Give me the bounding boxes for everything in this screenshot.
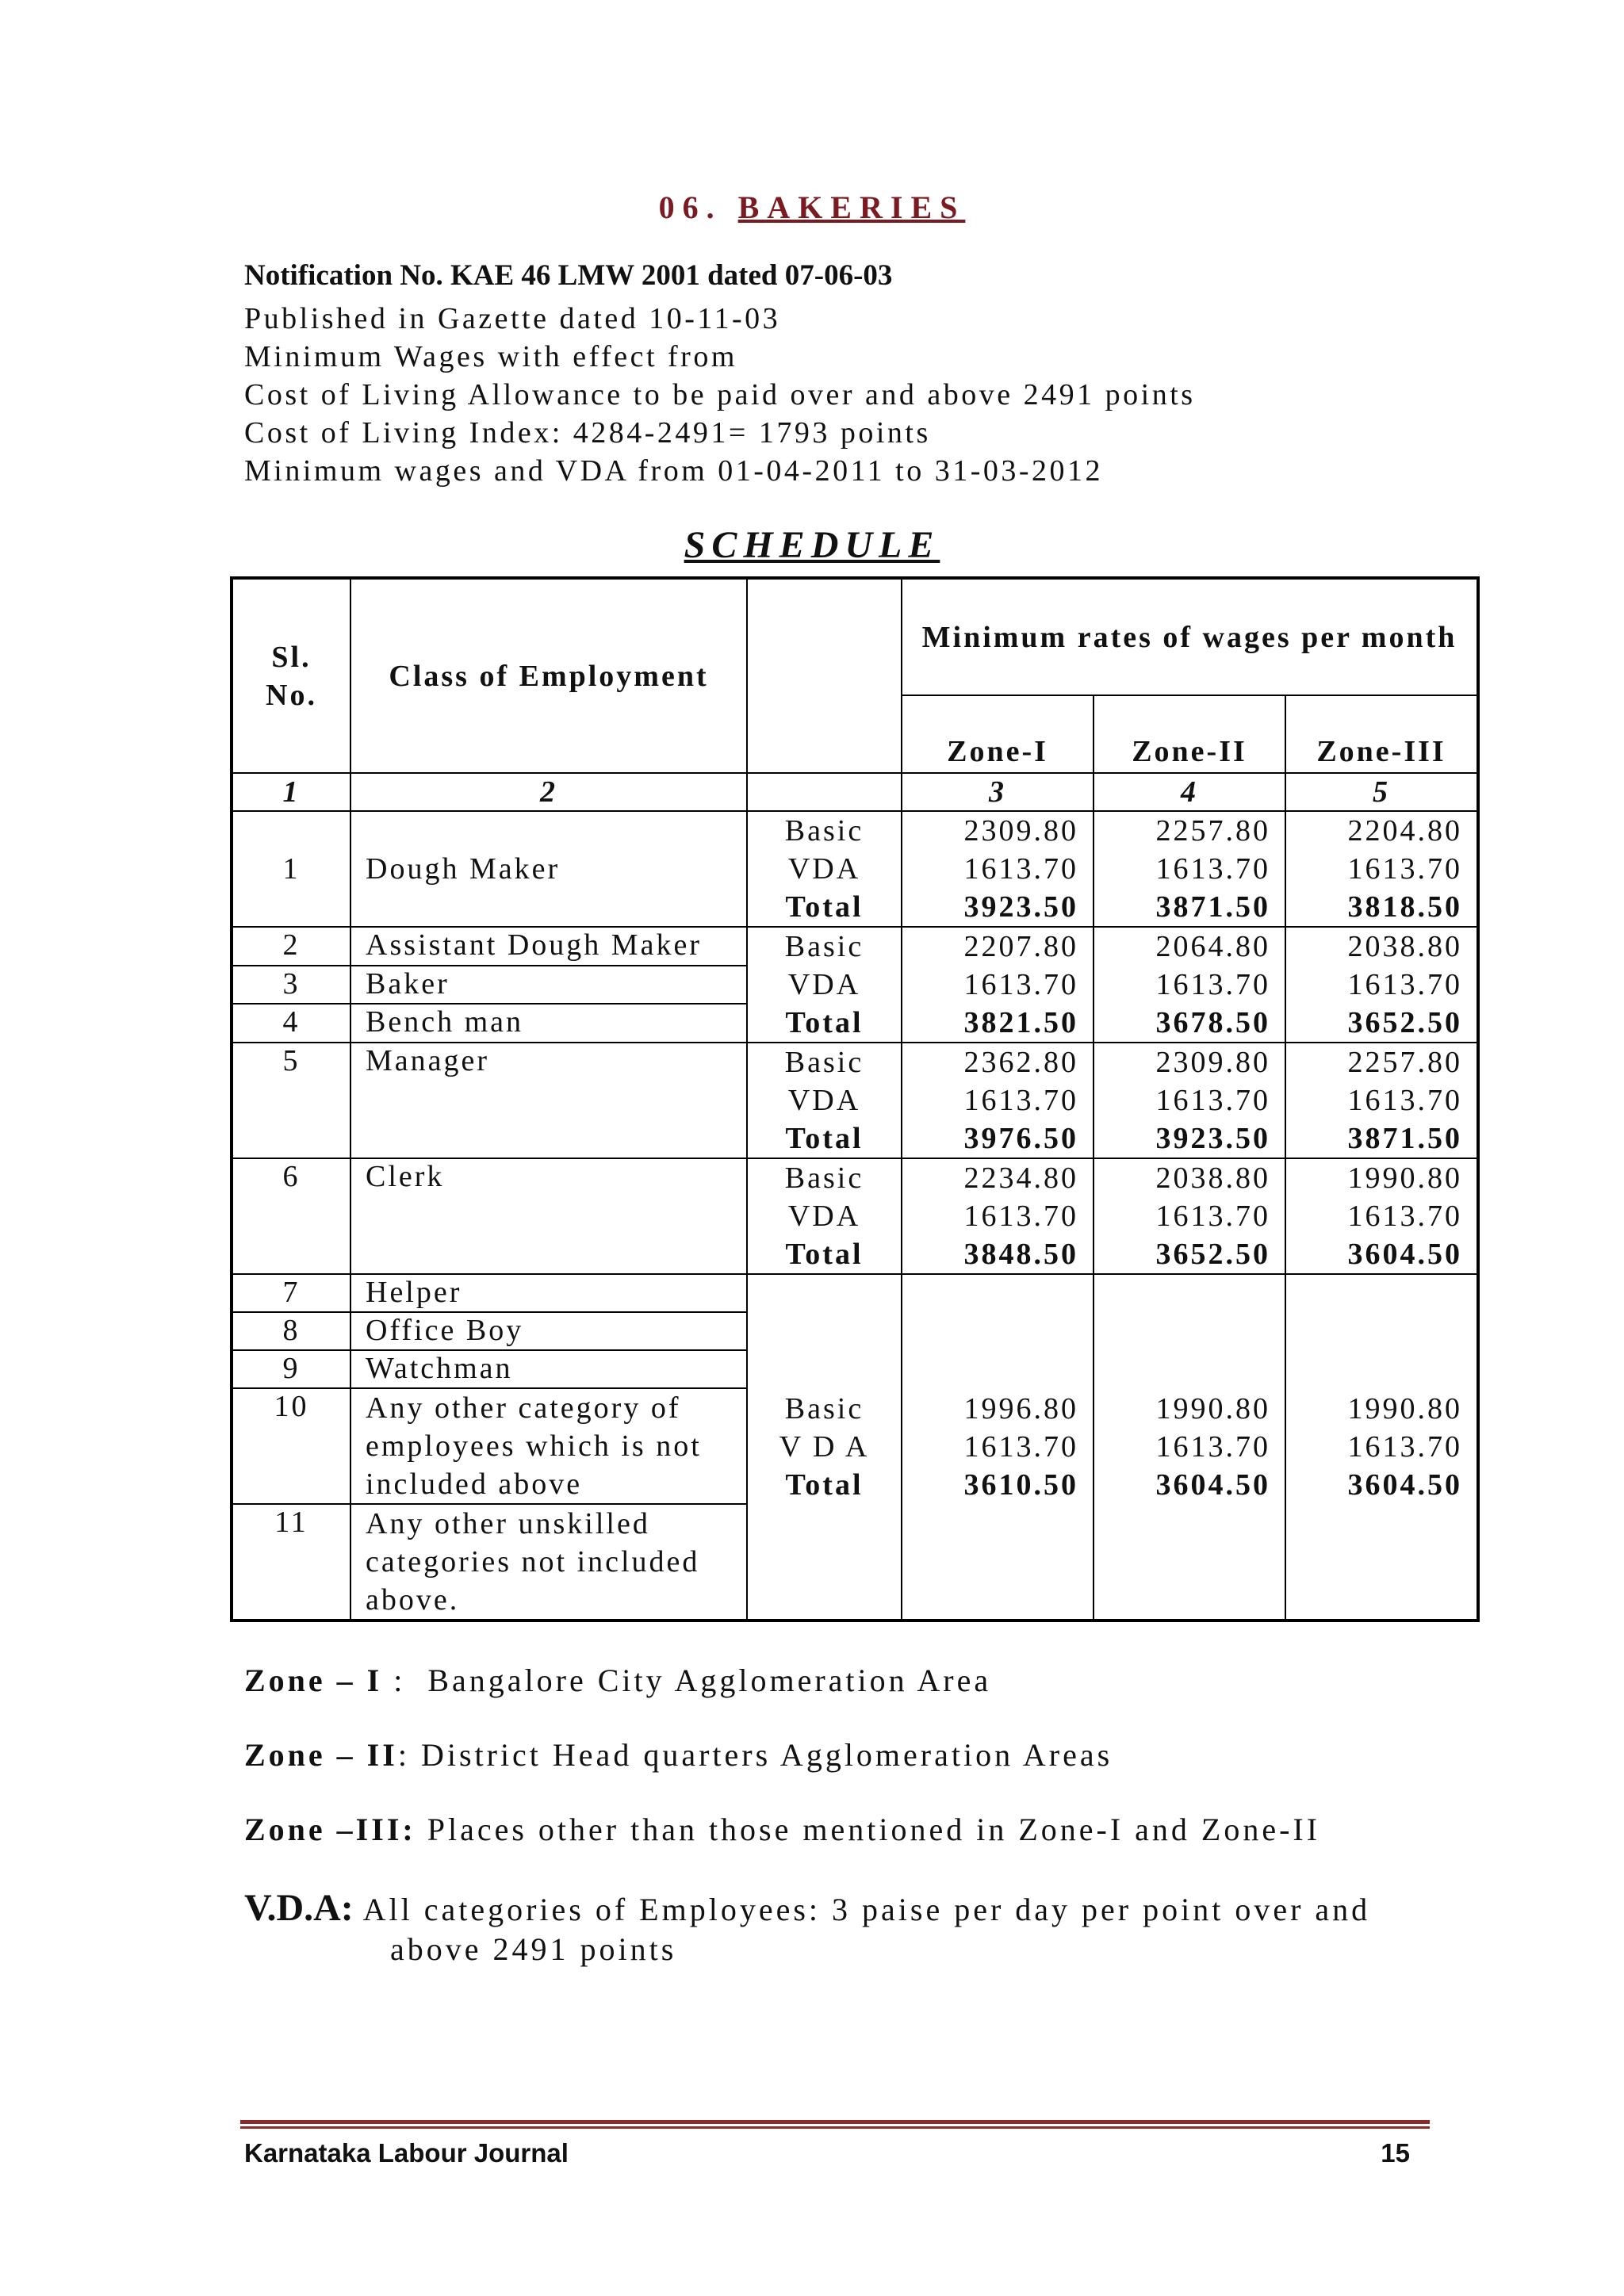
- sl-cell: 5: [232, 1043, 350, 1158]
- wage-schedule-table: [230, 576, 1480, 1622]
- class-cell: Assistant Dough Maker: [350, 927, 747, 966]
- notification-block: [244, 257, 1196, 490]
- index-cell: 2: [350, 773, 747, 811]
- zone-2-values: 2064.80 1613.70 3678.50: [1094, 927, 1285, 1043]
- class-cell: Watchman: [350, 1350, 747, 1388]
- sl-cell: 1: [232, 811, 350, 927]
- header-class-of-employment: Class of Employment: [350, 578, 747, 773]
- class-cell: Manager: [350, 1043, 747, 1158]
- zone-1-values: 2207.80 1613.70 3821.50: [902, 927, 1094, 1043]
- header-zone-2: Zone-II: [1094, 695, 1285, 773]
- sl-cell: 9: [232, 1350, 350, 1388]
- zone-1-values: 2309.80 1613.70 3923.50: [902, 811, 1094, 927]
- table-row: [232, 1158, 1478, 1274]
- zone-2-values: 2038.80 1613.70 3652.50: [1094, 1158, 1285, 1274]
- zone-3-values: 2038.80 1613.70 3652.50: [1285, 927, 1478, 1043]
- vda-text: All categories of Employees: 3 paise per day per point over and: [362, 1892, 1371, 1927]
- page-footer: [244, 2138, 1410, 2168]
- sl-cell: 8: [232, 1312, 350, 1350]
- zone-2-values: 2257.80 1613.70 3871.50: [1094, 811, 1285, 927]
- notification-number: Notification No. KAE 46 LMW 2001 dated 07-06-03: [244, 259, 893, 292]
- class-cell: Dough Maker: [350, 811, 747, 927]
- class-cell: Bench man: [350, 1004, 747, 1043]
- sl-cell: 10: [232, 1388, 350, 1504]
- sl-cell: 3: [232, 966, 350, 1004]
- index-cell: 5: [1285, 773, 1478, 811]
- class-cell: Office Boy: [350, 1312, 747, 1350]
- sl-cell: 6: [232, 1158, 350, 1274]
- sl-cell: 7: [232, 1274, 350, 1312]
- class-cell: Any other category of employees which is not included above: [350, 1388, 747, 1504]
- table-row: [232, 927, 1478, 966]
- table-row: [232, 811, 1478, 927]
- section-number: 06.: [658, 189, 722, 225]
- zone-1-values: 2362.80 1613.70 3976.50: [902, 1043, 1094, 1158]
- section-heading: [0, 189, 1624, 226]
- vda-text-continued: above 2491 points: [390, 1931, 677, 1967]
- section-title: BAKERIES: [737, 189, 966, 225]
- header-minimum-rates: Minimum rates of wages per month: [902, 578, 1478, 695]
- zone-3-values: 2204.80 1613.70 3818.50: [1285, 811, 1478, 927]
- zone-3-values: 2257.80 1613.70 3871.50: [1285, 1043, 1478, 1158]
- zone-2-values: 1990.80 1613.70 3604.50: [1094, 1274, 1285, 1621]
- component-cell: Basic VDA Total: [747, 927, 902, 1043]
- index-line: Cost of Living Index: 4284-2491= 1793 points: [244, 416, 931, 450]
- zone-3-values: 1990.80 1613.70 3604.50: [1285, 1274, 1478, 1621]
- class-cell: Baker: [350, 966, 747, 1004]
- sl-cell: 2: [232, 927, 350, 966]
- zone-1-values: 1996.80 1613.70 3610.50: [902, 1274, 1094, 1621]
- table-row: [232, 1043, 1478, 1158]
- component-cell: Basic VDA Total: [747, 811, 902, 927]
- zone-1-note: Zone – I : Bangalore City Agglomeration Area: [244, 1663, 992, 1698]
- header-zone-3: Zone-III: [1285, 695, 1478, 773]
- page-number: 15: [1381, 2138, 1410, 2168]
- sl-cell: 11: [232, 1504, 350, 1621]
- header-sl-no: Sl. No.: [232, 578, 350, 773]
- vda-label: V.D.A:: [244, 1887, 354, 1929]
- index-cell: [747, 773, 902, 811]
- zone-3-note: Zone –III: Places other than those mentioned in Zone-I and Zone-II: [244, 1812, 1321, 1847]
- index-cell: 4: [1094, 773, 1285, 811]
- sl-cell: 4: [232, 1004, 350, 1043]
- allowance-line: Cost of Living Allowance to be paid over and above 2491 points: [244, 378, 1196, 411]
- table-row: [232, 1274, 1478, 1312]
- zone-2-values: 2309.80 1613.70 3923.50: [1094, 1043, 1285, 1158]
- zone-2-note: Zone – II: District Head quarters Agglomeration Areas: [244, 1737, 1113, 1773]
- class-cell: Any other unskilled categories not included above.: [350, 1504, 747, 1621]
- index-cell: 3: [902, 773, 1094, 811]
- column-index-row: [232, 773, 1478, 811]
- gazette-line: Published in Gazette dated 10-11-03: [244, 302, 781, 335]
- vda-note: [244, 1888, 1370, 1969]
- component-cell: Basic VDA Total: [747, 1043, 902, 1158]
- class-cell: Clerk: [350, 1158, 747, 1274]
- component-cell: Basic V D A Total: [747, 1274, 902, 1621]
- footer-rule: [240, 2120, 1430, 2129]
- effect-line: Minimum Wages with effect from: [244, 340, 737, 373]
- schedule-title: SCHEDULE: [684, 524, 940, 566]
- journal-name: Karnataka Labour Journal: [244, 2138, 569, 2168]
- index-cell: 1: [232, 773, 350, 811]
- zone-3-values: 1990.80 1613.70 3604.50: [1285, 1158, 1478, 1274]
- zone-1-values: 2234.80 1613.70 3848.50: [902, 1158, 1094, 1274]
- period-line: Minimum wages and VDA from 01-04-2011 to 31-03-2012: [244, 454, 1104, 488]
- header-component: [747, 578, 902, 773]
- component-cell: Basic VDA Total: [747, 1158, 902, 1274]
- class-cell: Helper: [350, 1274, 747, 1312]
- header-zone-1: Zone-I: [902, 695, 1094, 773]
